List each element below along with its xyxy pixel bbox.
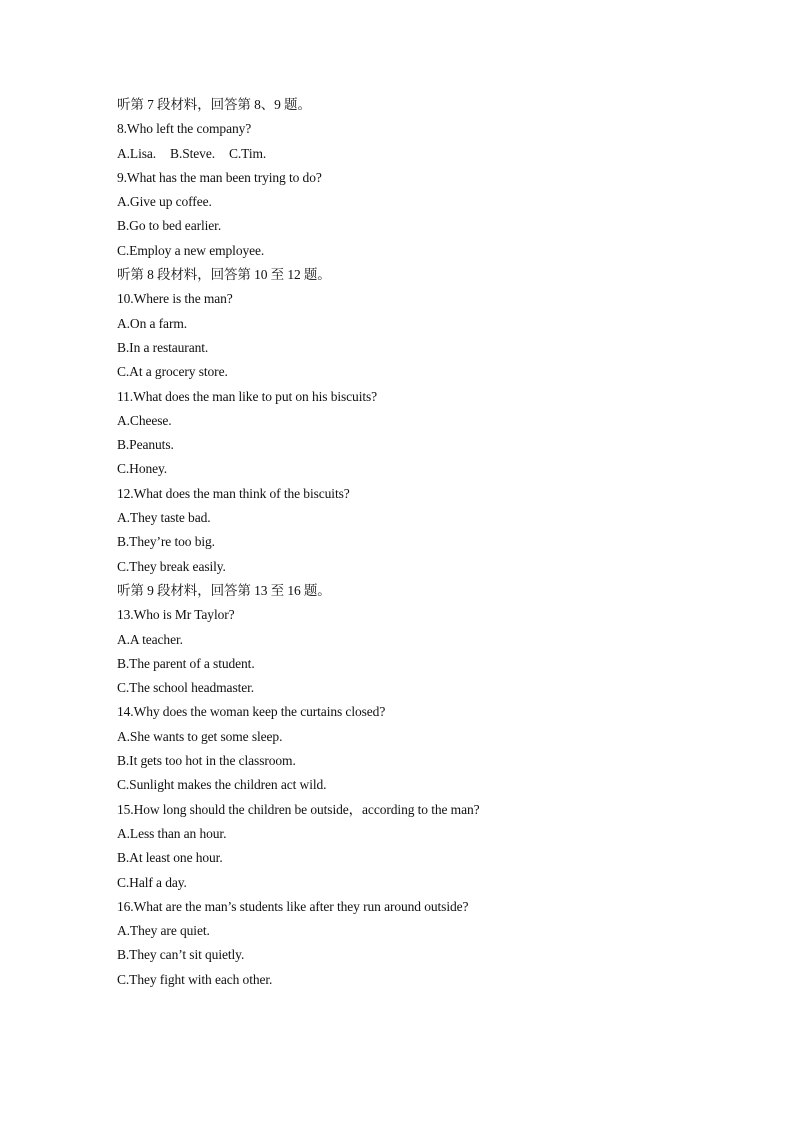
option-c: C.Sunlight makes the children act wild. bbox=[117, 777, 327, 793]
option-a: A.Lisa. bbox=[117, 145, 157, 161]
question-stem: 12.What does the man think of the biscuits? bbox=[117, 485, 350, 501]
section-header: 听第 7 段材料，回答第 8、9 题。 bbox=[117, 97, 311, 112]
option-b: B.Peanuts. bbox=[117, 437, 174, 453]
listening-questions bbox=[117, 93, 717, 992]
option-a: A.She wants to get some sleep. bbox=[117, 728, 283, 744]
option-a: A.On a farm. bbox=[117, 315, 188, 331]
option-c: C.Half a day. bbox=[117, 874, 187, 890]
question-stem: 10.Where is the man? bbox=[117, 291, 233, 307]
option-c: C.Tim. bbox=[229, 145, 267, 161]
option-b: B.Go to bed earlier. bbox=[117, 218, 222, 234]
question-stem: 9.What has the man been trying to do? bbox=[117, 169, 322, 185]
option-a: A.A teacher. bbox=[117, 631, 183, 647]
option-b: B.In a restaurant. bbox=[117, 339, 209, 355]
option-c: C.They fight with each other. bbox=[117, 971, 273, 987]
option-c: C.Employ a new employee. bbox=[117, 242, 265, 258]
question-stem: 14.Why does the woman keep the curtains closed? bbox=[117, 704, 386, 720]
option-c: C.At a grocery store. bbox=[117, 364, 228, 380]
question-stem: 11.What does the man like to put on his biscuits? bbox=[117, 388, 378, 404]
section-header: 听第 9 段材料，回答第 13 至 16 题。 bbox=[117, 582, 331, 598]
option-c: C.Honey. bbox=[117, 461, 168, 477]
option-a: A.Less than an hour. bbox=[117, 825, 227, 841]
inline-options bbox=[117, 142, 717, 166]
option-b: B.At least one hour. bbox=[117, 850, 223, 866]
option-b: B.Steve. bbox=[170, 145, 215, 161]
option-a: A.They taste bad. bbox=[117, 510, 211, 526]
question-stem: 15.How long should the children be outside，according to the man? bbox=[117, 801, 480, 817]
section-header: 听第 8 段材料，回答第 10 至 12 题。 bbox=[117, 267, 331, 283]
option-a: A.Cheese. bbox=[117, 412, 172, 428]
question-stem: 8.Who left the company? bbox=[117, 121, 252, 137]
option-a: A.They are quiet. bbox=[117, 923, 210, 939]
option-c: C.They break easily. bbox=[117, 558, 226, 574]
option-b: B.The parent of a student. bbox=[117, 655, 255, 671]
option-b: B.It gets too hot in the classroom. bbox=[117, 753, 296, 769]
option-a: A.Give up coffee. bbox=[117, 194, 212, 210]
option-b: B.They’re too big. bbox=[117, 534, 215, 550]
question-stem: 13.Who is Mr Taylor? bbox=[117, 607, 235, 623]
option-b: B.They can’t sit quietly. bbox=[117, 947, 245, 963]
option-c: C.The school headmaster. bbox=[117, 680, 255, 696]
question-stem: 16.What are the man’s students like after they run around outside? bbox=[117, 898, 469, 914]
